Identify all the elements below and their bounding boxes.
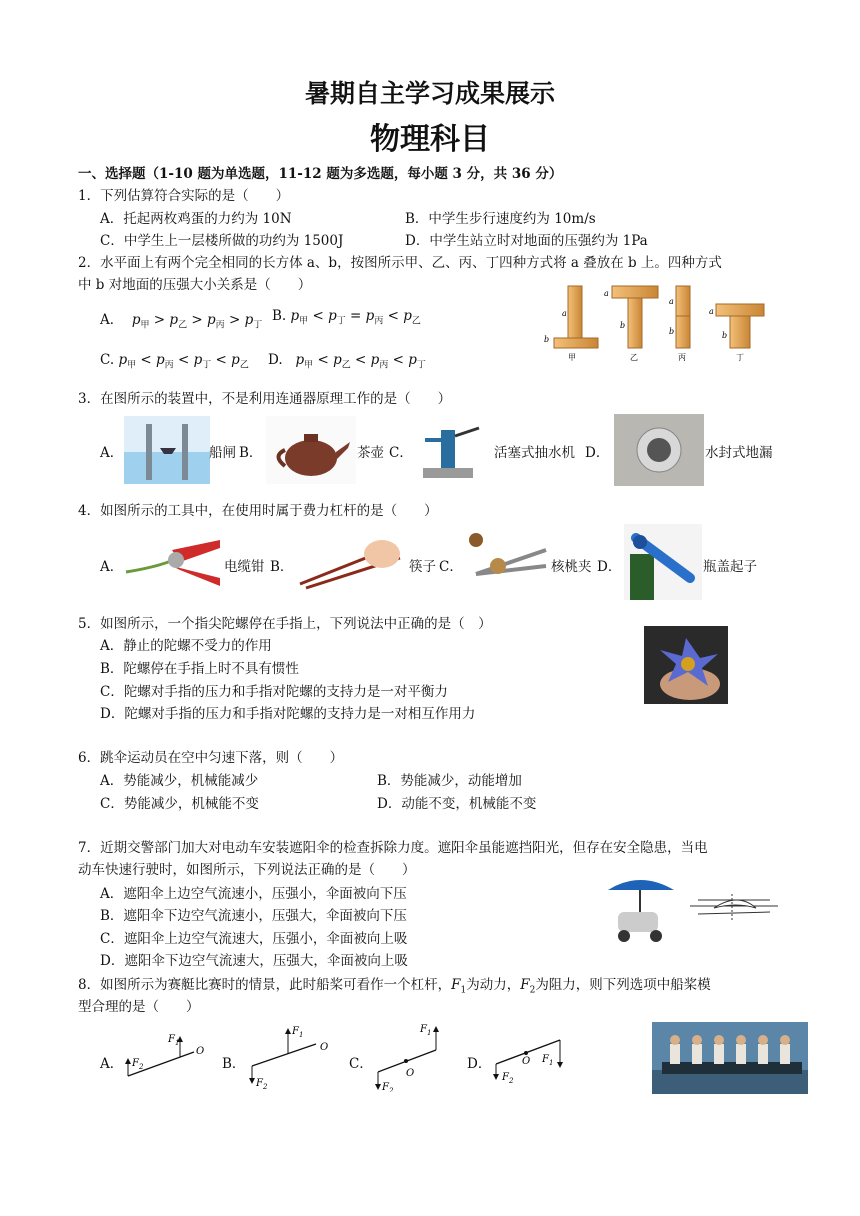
oar-model-c [372, 1018, 448, 1092]
q8-option-c: C． [349, 1056, 373, 1072]
q6-option-a: A．势能减少，机械能减少 [100, 773, 259, 789]
q1-option-d: D．中学生站立时对地面的压强约为 1Pa [405, 233, 648, 249]
q7-stem-line2: 动车快速行驶时，如图所示，下列说法正确的是（ ） [78, 862, 416, 878]
q6-option-c: C．势能减少，机械能不变 [100, 796, 259, 812]
q8-option-a: A． [100, 1056, 124, 1072]
q5-stem: 5．如图所示，一个指尖陀螺停在手指上，下列说法中正确的是（ ） [78, 616, 492, 632]
q7-option-a: A．遮阳伞上边空气流速小，压强小，伞面被向下压 [100, 886, 407, 902]
svg-text:F1: $F_1$ [168, 1034, 180, 1047]
q7-stem-line1: 7．近期交警部门加大对电动车安装遮阳伞的检查拆除力度。遮阳伞虽能遮挡阳光，但存在安全隐患，当电 [78, 840, 708, 856]
svg-text:b: b [620, 321, 626, 330]
oar-model-d [490, 1024, 570, 1084]
q2-option-b: B. $p_甲 < p_丁 = p_丙 < p_乙$ [272, 308, 421, 327]
q1-option-a: A．托起两枚鸡蛋的力约为 10N [100, 211, 292, 227]
blocks-figure [540, 282, 780, 362]
q3-option-c: C． [389, 445, 413, 461]
umbrella-scooter-figure [606, 872, 782, 944]
svg-text:a: a [669, 297, 674, 306]
fig-label-yi: 乙 [630, 353, 638, 362]
bottle-opener-image [624, 524, 702, 600]
q1-stem: 1．下列估算符合实际的是（ ） [78, 188, 290, 204]
q3-option-d: D． [585, 445, 610, 461]
fig-label-bing: 丙 [678, 353, 686, 362]
svg-text:F2: $F_2$ [382, 1082, 394, 1092]
q8-stem-line2: 型合理的是（ ） [78, 999, 200, 1015]
svg-text:F1: $F_1$ [542, 1054, 554, 1067]
q7-option-b: B．遮阳伞下边空气流速小，压强大，伞面被向下压 [100, 908, 407, 924]
q8-option-d: D． [467, 1056, 492, 1072]
q2-stem-line2: 中 b 对地面的压强大小关系是（ ） [78, 277, 312, 293]
q1-option-b: B．中学生步行速度约为 10m/s [405, 211, 596, 227]
q2-option-c: C. $p_甲 < p_丙 < p_丁 < p_乙$ [100, 352, 249, 371]
svg-text:b: b [669, 327, 675, 336]
q4-option-a: A． [100, 559, 124, 575]
q3-option-a: A． [100, 445, 124, 461]
chopsticks-image [296, 528, 408, 590]
svg-text:a: a [562, 309, 567, 318]
q8-stem-line1: 8．如图所示为赛艇比赛时的情景，此时船桨可看作一个杠杆，$F_1$为动力，$F_2$为阻力，则下列选项中船桨模 [78, 977, 711, 996]
q6-stem: 6．跳伞运动员在空中匀速下落，则（ ） [78, 750, 344, 766]
q1-option-c: C．中学生上一层楼所做的功约为 1500J [100, 233, 344, 249]
q4-name-d: 瓶盖起子 [703, 559, 757, 575]
q4-option-b: B． [270, 559, 294, 575]
svg-text:a: a [604, 289, 609, 298]
nutcracker-image [466, 530, 550, 596]
q5-option-c: C．陀螺对手指的压力和手指对陀螺的支持力是一对平衡力 [100, 684, 448, 700]
fidget-spinner-image [644, 626, 728, 704]
svg-text:F2: $F_2$ [502, 1072, 514, 1084]
q3-stem: 3．在图所示的装置中，不是利用连通器原理工作的是（ ） [78, 391, 452, 407]
q2-stem-line1: 2．水平面上有两个完全相同的长方体 a、b，按图所示甲、乙、丙、丁四种方式将 a 叠放在 b 上。四种方式 [78, 255, 722, 271]
q4-option-d: D． [597, 559, 622, 575]
cable-cutter-image [124, 532, 224, 592]
q4-stem: 4．如图所示的工具中，在使用时属于费力杠杆的是（ ） [78, 503, 438, 519]
svg-text:F2: $F_2$ [132, 1058, 144, 1071]
svg-text:b: b [722, 331, 728, 340]
q4-name-a: 电缆钳 [224, 559, 265, 575]
q5-option-b: B．陀螺停在手指上时不具有惯性 [100, 661, 299, 677]
svg-text:F1: $F_1$ [420, 1024, 432, 1037]
q2-option-d: D. $p_甲 < p_乙 < p_丙 < p_丁$ [268, 352, 426, 371]
q6-option-b: B．势能减少，动能增加 [377, 773, 522, 789]
svg-text:a: a [709, 307, 714, 316]
svg-text:O: O [406, 1068, 415, 1079]
section-heading: 一、选择题（1-10 题为单选题，11-12 题为多选题，每小题 3 分，共 36 分） [78, 166, 563, 182]
svg-text:F2: $F_2$ [256, 1078, 268, 1090]
q6-option-d: D．动能不变，机械能不变 [377, 796, 537, 812]
q5-option-d: D．陀螺对手指的压力和手指对陀螺的支持力是一对相互作用力 [100, 706, 476, 722]
q3-option-b: B． [239, 445, 263, 461]
q3-name-b: 茶壶 [357, 445, 384, 461]
pump-image [413, 416, 493, 484]
q4-name-b: 筷子 [409, 559, 436, 575]
q7-option-c: C．遮阳伞上边空气流速大，压强小，伞面被向上吸 [100, 931, 408, 947]
oar-model-b [246, 1020, 342, 1090]
q4-name-c: 核桃夹 [551, 559, 592, 575]
svg-text:b: b [544, 335, 550, 344]
q3-name-a: 船闸 [209, 445, 236, 461]
page-title: 暑期自主学习成果展示 [304, 79, 555, 108]
svg-text:O: O [522, 1056, 531, 1067]
svg-text:F1: $F_1$ [292, 1026, 304, 1039]
svg-text:O: O [196, 1046, 205, 1057]
oar-model-a [124, 1026, 220, 1084]
fig-label-ding: 丁 [736, 353, 744, 362]
floor-drain-image [614, 414, 704, 486]
svg-text:O: O [320, 1042, 329, 1053]
ship-lock-image [124, 416, 210, 484]
subject-title: 物理科目 [370, 122, 490, 157]
q2-option-a: A． $p_甲 > p_乙 > p_丙 > p_丁$ [100, 312, 263, 331]
q8-option-b: B． [222, 1056, 246, 1072]
q4-option-c: C． [439, 559, 463, 575]
q7-option-d: D．遮阳伞下边空气流速大，压强大，伞面被向上吸 [100, 953, 408, 969]
q5-option-a: A．静止的陀螺不受力的作用 [100, 638, 272, 654]
q3-name-d: 水封式地漏 [705, 445, 773, 461]
teapot-image [266, 416, 356, 484]
q3-name-c: 活塞式抽水机 [494, 445, 575, 461]
rowing-photo [652, 1022, 808, 1094]
fig-label-jia: 甲 [568, 353, 576, 362]
